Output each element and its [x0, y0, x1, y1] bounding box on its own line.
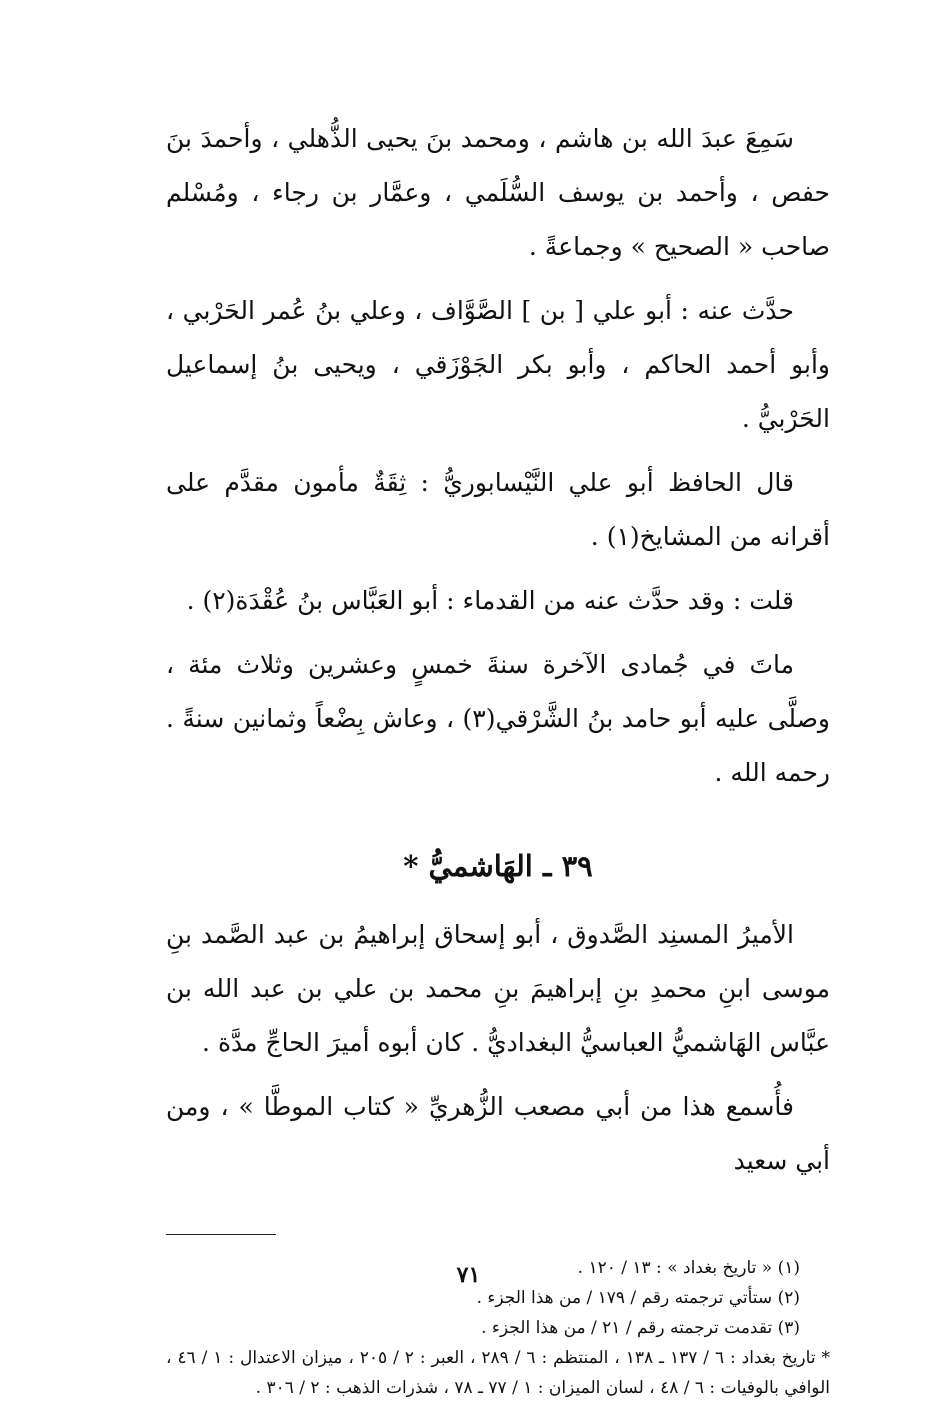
- page-body: [166, 112, 831, 1398]
- paragraph-hearing: فأُسمع هذا من أبي مصعب الزُّهريِّ « كتاب الموطَّا » ، ومن أبي سعيد: [166, 1092, 830, 1175]
- footnote-1: (١) « تاريخ بغداد » : ١٣ / ١٢٠ .: [577, 1258, 800, 1278]
- footnote-divider: [166, 1234, 276, 1235]
- paragraph-students: حدَّث عنه : أبو علي [ بن ] الصَّوَّاف ، وعلي بنُ عُمر الحَرْبي ، وأبو أحمد الحاكم ، وأبو بكر الجَوْزَقي ، ويحيى بنُ إسماعيل الحَرْبيُّ .: [166, 296, 830, 433]
- paragraph-assessment: قال الحافظ أبو علي النَّيْسابوريُّ : ثِقَةٌ مأمون مقدَّم على أقرانه من المشايخ(١) .: [166, 468, 830, 551]
- paragraph-death: ماتَ في جُمادى الآخرة سنةَ خمسٍ وعشرين وثلاث مئة ، وصلَّى عليه أبو حامد بنُ الشَّرْقي(٣) ، وعاش بِضْعاً وثمانين سنةً . رحمه الله .: [166, 650, 831, 787]
- footnote-3: (٣) تقدمت ترجمته رقم / ٢١ / من هذا الجزء .: [481, 1318, 800, 1338]
- entry-heading: ٣٩ ـ الهَاشميُّ *: [403, 849, 593, 883]
- footnote-2: (٢) ستأتي ترجمته رقم / ١٧٩ / من هذا الجزء .: [476, 1288, 800, 1308]
- paragraph-lineage: الأميرُ المسنِد الصَّدوق ، أبو إسحاق إبراهيمُ بن عبد الصَّمد بنِ موسى ابنِ محمدِ بنِ إبراهيمَ بنِ محمد بن علي بن عبد الله بن عبَّاس الهَاشميُّ العباسيُّ البغداديُّ . كان أبوه أميرَ الحاجِّ مدَّة .: [166, 920, 830, 1057]
- paragraph-teachers: سَمِعَ عبدَ الله بن هاشم ، ومحمد بنَ يحيى الذُّهلي ، وأحمدَ بنَ حفص ، وأحمد بن يوسف السُّلَمي ، وعمَّار بن رجاء ، ومُسْلم صاحب « الصحيح » وجماعةً .: [166, 124, 830, 261]
- page-number: ٧١: [456, 1262, 481, 1288]
- paragraph-note: قلت : وقد حدَّث عنه من القدماء : أبو العَبَّاس بنُ عُقْدَة(٢) .: [186, 586, 794, 615]
- source-references: * تاريخ بغداد : ٦ / ١٣٧ ـ ١٣٨ ، المنتظم : ٦ / ٢٨٩ ، العبر : ٢ / ٢٠٥ ، ميزان الاعتدال : ١ / ٤٦ ، الوافي بالوفيات : ٦ / ٤٨ ، لسان الميزان : ١ / ٧٧ ـ ٧٨ ، شذرات الذهب : ٢ / ٣٠٦ .: [166, 1348, 830, 1398]
